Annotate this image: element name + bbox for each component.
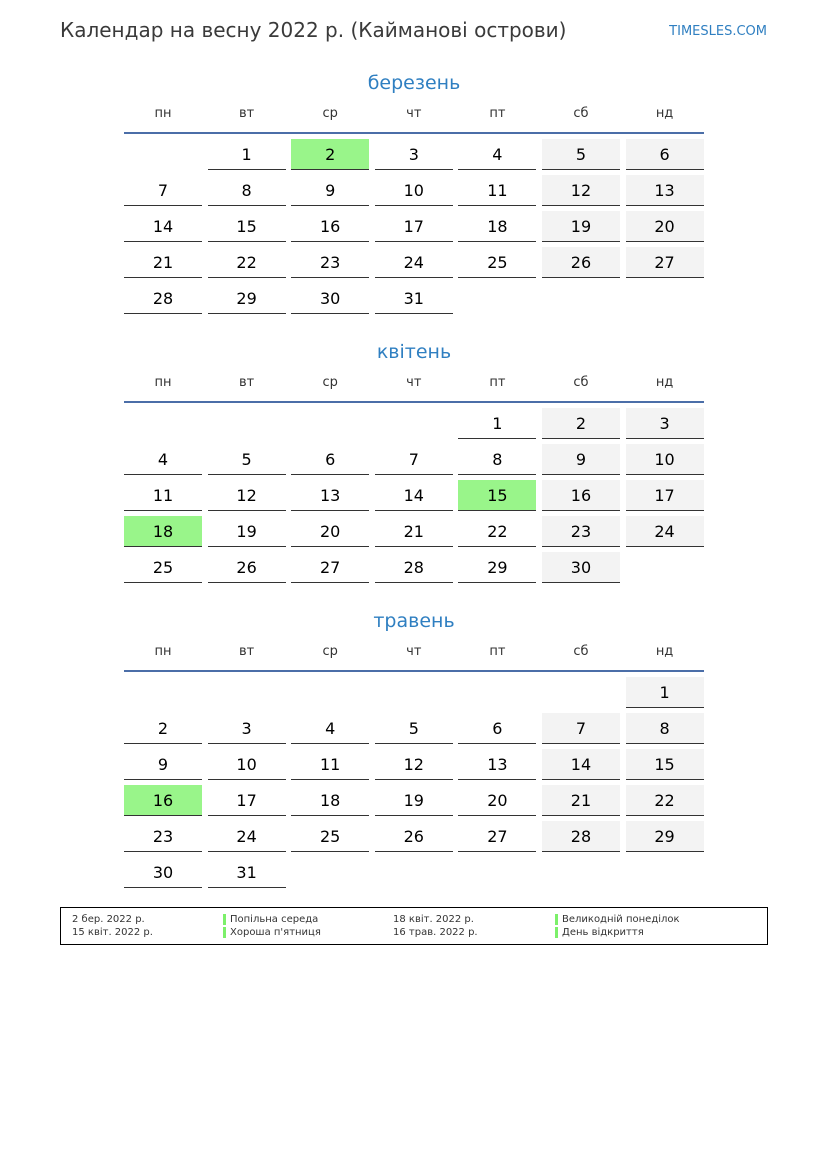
day-cell[interactable]: 18	[124, 516, 202, 547]
week-row	[124, 821, 704, 852]
day-cell[interactable]: 11	[458, 175, 536, 206]
empty-cell	[208, 408, 286, 438]
day-cell[interactable]: 7	[124, 175, 202, 206]
legend-date: 2 бер. 2022 р.	[72, 914, 145, 925]
weekday-label: ср	[322, 106, 338, 121]
day-cell[interactable]: 3	[626, 408, 704, 439]
day-cell[interactable]: 5	[208, 444, 286, 475]
day-cell[interactable]: 30	[124, 857, 202, 888]
week-row	[124, 749, 704, 780]
day-cell[interactable]: 5	[542, 139, 620, 170]
weekday-label: сб	[573, 106, 589, 121]
empty-cell	[542, 857, 620, 887]
day-cell[interactable]: 26	[375, 821, 453, 852]
day-cell[interactable]: 11	[124, 480, 202, 511]
day-cell[interactable]: 24	[626, 516, 704, 547]
day-cell[interactable]: 29	[208, 283, 286, 314]
weekday-label: пт	[489, 106, 506, 121]
legend-holiday-name: Хороша п'ятниця	[223, 926, 321, 939]
day-cell[interactable]: 20	[291, 516, 369, 547]
empty-cell	[375, 677, 453, 707]
day-cell[interactable]: 18	[291, 785, 369, 816]
day-cell[interactable]: 22	[208, 247, 286, 278]
day-cell[interactable]: 14	[124, 211, 202, 242]
weekday-label: пт	[489, 375, 506, 390]
day-cell[interactable]: 12	[375, 749, 453, 780]
weekday-header	[124, 104, 704, 134]
day-cell[interactable]: 28	[542, 821, 620, 852]
day-cell[interactable]: 4	[291, 713, 369, 744]
day-cell[interactable]: 10	[208, 749, 286, 780]
day-cell[interactable]: 27	[458, 821, 536, 852]
day-cell[interactable]: 6	[458, 713, 536, 744]
day-cell[interactable]: 9	[124, 749, 202, 780]
weekday-label: пн	[154, 106, 172, 121]
empty-cell	[626, 283, 704, 313]
legend-holiday-name: День відкриття	[555, 926, 644, 939]
holiday-legend	[60, 907, 768, 945]
day-cell[interactable]: 30	[542, 552, 620, 583]
day-cell[interactable]: 22	[458, 516, 536, 547]
day-cell[interactable]: 15	[626, 749, 704, 780]
month-name: березень	[367, 72, 461, 94]
empty-cell	[458, 677, 536, 707]
day-cell[interactable]: 21	[542, 785, 620, 816]
empty-cell	[542, 677, 620, 707]
day-cell[interactable]: 16	[124, 785, 202, 816]
week-row	[124, 552, 704, 583]
day-cell[interactable]: 31	[208, 857, 286, 888]
weekday-label: ср	[322, 375, 338, 390]
day-cell[interactable]: 13	[291, 480, 369, 511]
day-cell[interactable]: 28	[375, 552, 453, 583]
day-cell[interactable]: 4	[458, 139, 536, 170]
week-row	[124, 857, 704, 888]
empty-cell	[124, 139, 202, 169]
day-cell[interactable]: 9	[542, 444, 620, 475]
day-cell[interactable]: 26	[542, 247, 620, 278]
legend-date: 18 квіт. 2022 р.	[393, 914, 474, 925]
day-cell[interactable]: 27	[626, 247, 704, 278]
day-cell[interactable]: 18	[458, 211, 536, 242]
day-cell[interactable]: 14	[375, 480, 453, 511]
empty-cell	[124, 677, 202, 707]
day-cell[interactable]: 28	[124, 283, 202, 314]
weekday-header	[124, 642, 704, 672]
week-row	[124, 247, 704, 278]
day-cell[interactable]: 15	[208, 211, 286, 242]
day-cell[interactable]: 13	[626, 175, 704, 206]
day-cell[interactable]: 7	[375, 444, 453, 475]
day-cell[interactable]: 16	[542, 480, 620, 511]
day-cell[interactable]: 8	[458, 444, 536, 475]
weekday-label: чт	[406, 375, 422, 390]
day-cell[interactable]: 23	[542, 516, 620, 547]
day-cell[interactable]: 6	[626, 139, 704, 170]
day-cell[interactable]: 20	[626, 211, 704, 242]
day-cell[interactable]: 25	[124, 552, 202, 583]
day-cell[interactable]: 8	[208, 175, 286, 206]
day-cell[interactable]: 15	[458, 480, 536, 511]
day-cell[interactable]: 21	[375, 516, 453, 547]
day-cell[interactable]: 7	[542, 713, 620, 744]
week-row	[124, 408, 704, 439]
weeks	[124, 134, 704, 314]
day-cell[interactable]: 2	[542, 408, 620, 439]
day-cell[interactable]: 17	[626, 480, 704, 511]
day-cell[interactable]: 1	[458, 408, 536, 439]
weekday-label: ср	[322, 644, 338, 659]
weekday-label: вт	[238, 106, 255, 121]
week-row	[124, 516, 704, 547]
day-cell[interactable]: 31	[375, 283, 453, 314]
week-row	[124, 480, 704, 511]
day-cell[interactable]: 6	[291, 444, 369, 475]
day-cell[interactable]: 10	[626, 444, 704, 475]
day-cell[interactable]: 19	[542, 211, 620, 242]
weekday-label: пн	[154, 375, 172, 390]
weekday-label: чт	[406, 644, 422, 659]
page-title: Календар на весну 2022 р. (Кайманові острови)	[60, 18, 567, 42]
day-cell[interactable]: 10	[375, 175, 453, 206]
day-cell[interactable]: 12	[208, 480, 286, 511]
empty-cell	[291, 857, 369, 887]
empty-cell	[291, 677, 369, 707]
day-cell[interactable]: 24	[375, 247, 453, 278]
empty-cell	[458, 857, 536, 887]
day-cell[interactable]: 5	[375, 713, 453, 744]
week-row	[124, 283, 704, 314]
day-cell[interactable]: 24	[208, 821, 286, 852]
day-cell[interactable]: 30	[291, 283, 369, 314]
empty-cell	[626, 857, 704, 887]
empty-cell	[375, 408, 453, 438]
day-cell[interactable]: 21	[124, 247, 202, 278]
legend-date: 15 квіт. 2022 р.	[72, 927, 153, 938]
weekday-label: вт	[238, 375, 255, 390]
day-cell[interactable]: 3	[208, 713, 286, 744]
weekday-label: нд	[655, 375, 674, 390]
weeks	[124, 672, 704, 888]
month-name: квітень	[376, 341, 452, 363]
week-row	[124, 444, 704, 475]
day-cell[interactable]: 19	[375, 785, 453, 816]
day-cell[interactable]: 1	[208, 139, 286, 170]
month-may	[124, 606, 704, 893]
weekday-header	[124, 373, 704, 403]
month-march	[124, 68, 704, 319]
day-cell[interactable]: 26	[208, 552, 286, 583]
empty-cell	[124, 408, 202, 438]
month-april	[124, 337, 704, 588]
weekday-label: чт	[406, 106, 422, 121]
day-cell[interactable]: 2	[124, 713, 202, 744]
day-cell[interactable]: 9	[291, 175, 369, 206]
empty-cell	[626, 552, 704, 582]
empty-cell	[542, 283, 620, 313]
month-name: травень	[373, 610, 455, 632]
legend-holiday-name: Попільна середа	[223, 913, 318, 926]
legend-date: 16 трав. 2022 р.	[393, 927, 478, 938]
week-row	[124, 713, 704, 744]
empty-cell	[208, 677, 286, 707]
empty-cell	[375, 857, 453, 887]
day-cell[interactable]: 8	[626, 713, 704, 744]
week-row	[124, 677, 704, 708]
day-cell[interactable]: 29	[626, 821, 704, 852]
week-row	[124, 785, 704, 816]
day-cell[interactable]: 14	[542, 749, 620, 780]
week-row	[124, 175, 704, 206]
day-cell[interactable]: 22	[626, 785, 704, 816]
day-cell[interactable]: 12	[542, 175, 620, 206]
day-cell[interactable]: 20	[458, 785, 536, 816]
day-cell[interactable]: 27	[291, 552, 369, 583]
day-cell[interactable]: 4	[124, 444, 202, 475]
day-cell[interactable]: 16	[291, 211, 369, 242]
empty-cell	[458, 283, 536, 313]
week-row	[124, 211, 704, 242]
day-cell[interactable]: 25	[291, 821, 369, 852]
day-cell[interactable]: 23	[291, 247, 369, 278]
day-cell[interactable]: 11	[291, 749, 369, 780]
day-cell[interactable]: 25	[458, 247, 536, 278]
weekday-label: нд	[655, 106, 674, 121]
weeks	[124, 403, 704, 583]
legend-holiday-name: Великодній понеділок	[555, 913, 680, 926]
site-link[interactable]: TIMESLES.COM	[669, 24, 767, 39]
weekday-label: сб	[573, 644, 589, 659]
day-cell[interactable]: 17	[375, 211, 453, 242]
weekday-label: нд	[655, 644, 674, 659]
day-cell[interactable]: 3	[375, 139, 453, 170]
day-cell[interactable]: 19	[208, 516, 286, 547]
day-cell[interactable]: 1	[626, 677, 704, 708]
weekday-label: сб	[573, 375, 589, 390]
day-cell[interactable]: 29	[458, 552, 536, 583]
weekday-label: пт	[489, 644, 506, 659]
week-row	[124, 139, 704, 170]
day-cell[interactable]: 23	[124, 821, 202, 852]
weekday-label: вт	[238, 644, 255, 659]
day-cell[interactable]: 17	[208, 785, 286, 816]
day-cell[interactable]: 2	[291, 139, 369, 170]
day-cell[interactable]: 13	[458, 749, 536, 780]
weekday-label: пн	[154, 644, 172, 659]
empty-cell	[291, 408, 369, 438]
